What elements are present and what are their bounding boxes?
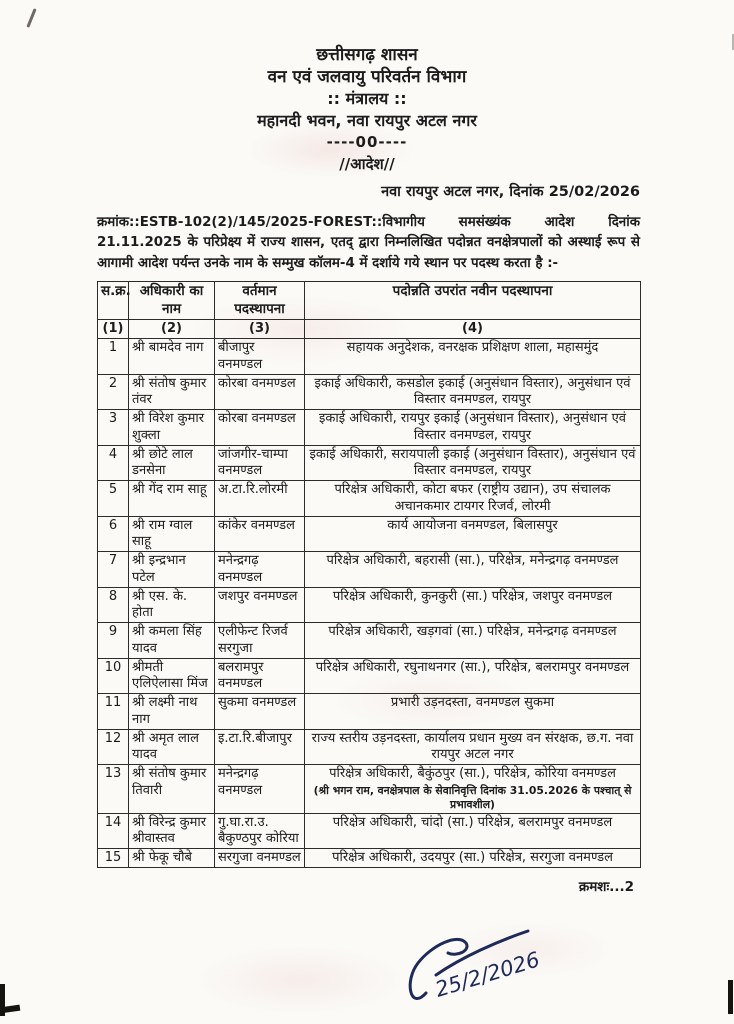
table-row bbox=[98, 552, 641, 588]
reference-number: क्रमांक::ESTB-102(2)/145/2025-FOREST:: bbox=[97, 215, 383, 230]
table-row bbox=[98, 516, 641, 552]
officer-name-cell: श्री इन्द्रभान पटेल bbox=[129, 552, 215, 588]
officer-name-cell: श्री राम ग्वाल साहू bbox=[129, 516, 215, 552]
serial-number-cell: 10 bbox=[98, 658, 129, 694]
header-officer-name: अधिकारी का नाम bbox=[129, 282, 215, 320]
current-posting-cell: गु.घा.रा.उ. बैकुण्ठपुर कोरिया bbox=[215, 813, 305, 849]
serial-number-cell: 7 bbox=[98, 552, 129, 588]
table-row bbox=[98, 374, 641, 410]
new-posting-cell: परिक्षेत्र अधिकारी, बैकुंठपुर (सा.), परिक्षेत्र, कोरिया वनमण्डल (श्री भगन राम, वनक्षेत्रपाल के सेवानिवृत्ति दिनांक 31.05.2026 के पश्चात् से प्रभावशील) bbox=[305, 765, 641, 813]
header-new-posting: पदोन्नति उपरांत नवीन पदस्थापना bbox=[305, 282, 641, 320]
posting-note: (श्री भगन राम, वनक्षेत्रपाल के सेवानिवृत्ति दिनांक 31.05.2026 के पश्चात् से प्रभावशील) bbox=[313, 783, 632, 811]
table-row bbox=[98, 445, 641, 481]
col-num-1: (1) bbox=[98, 320, 129, 339]
serial-number-cell: 8 bbox=[98, 587, 129, 623]
separator-line: ----00---- bbox=[326, 133, 408, 151]
officer-name-cell: श्री अमृत लाल यादव bbox=[129, 729, 215, 765]
table-row bbox=[98, 694, 641, 730]
new-posting-cell: राज्य स्तरीय उड़नदस्ता, कार्यालय प्रधान मुख्य वन संरक्षक, छ.ग. नवा रायपुर अटल नगर bbox=[305, 729, 641, 765]
transfer-table bbox=[97, 281, 641, 868]
serial-number-cell: 5 bbox=[98, 481, 129, 517]
current-posting-cell: इ.टा.रि.बीजापुर bbox=[215, 729, 305, 765]
table-row bbox=[98, 729, 641, 765]
current-posting-cell: एलीफेन्ट रिजर्व सरगुजा bbox=[215, 623, 305, 659]
new-posting-cell: प्रभारी उड़नदस्ता, वनमण्डल सुकमा bbox=[305, 694, 641, 730]
order-paragraph bbox=[97, 213, 640, 274]
current-posting-cell: मनेन्द्रगढ़ वनमण्डल bbox=[215, 765, 305, 813]
col-num-2: (2) bbox=[129, 320, 215, 339]
new-posting-cell: सहायक अनुदेशक, वनरक्षक प्रशिक्षण शाला, महासमुंद bbox=[305, 339, 641, 375]
document-header bbox=[0, 44, 734, 175]
table-row bbox=[98, 339, 641, 375]
new-posting-cell: इकाई अधिकारी, सरायपाली इकाई (अनुसंधान विस्तार), अनुसंधान एवं विस्तार वनमण्डल, रायपुर bbox=[305, 445, 641, 481]
continuation-marker: क्रमशः...2 bbox=[578, 879, 634, 895]
officer-name-cell: श्री विरेन्द्र कुमार श्रीवास्तव bbox=[129, 813, 215, 849]
serial-number-cell: 3 bbox=[98, 410, 129, 446]
table-row bbox=[98, 658, 641, 694]
serial-number-cell: 14 bbox=[98, 813, 129, 849]
new-posting-cell: इकाई अधिकारी, कसडोल इकाई (अनुसंधान विस्तार), अनुसंधान एवं विस्तार वनमण्डल, रायपुर bbox=[305, 374, 641, 410]
current-posting-cell: सुकमा वनमण्डल bbox=[215, 694, 305, 730]
new-posting-cell: कार्य आयोजना वनमण्डल, बिलासपुर bbox=[305, 516, 641, 552]
officer-name-cell: श्रीमती एलिऐलासा मिंज bbox=[129, 658, 215, 694]
place-date-line: नवा रायपुर अटल नगर, दिनांक 25/02/2026 bbox=[381, 184, 640, 200]
ministry-line: :: मंत्रालय :: bbox=[327, 89, 407, 108]
current-posting-cell: कांकेर वनमण्डल bbox=[215, 516, 305, 552]
header-serial: स.क्र. bbox=[98, 282, 129, 320]
officer-name-cell: श्री संतोष कुमार तंवर bbox=[129, 374, 215, 410]
officer-name-cell: श्री एस. के. होता bbox=[129, 587, 215, 623]
signature-block bbox=[400, 905, 600, 1020]
transfer-table-body bbox=[98, 339, 641, 868]
table-row bbox=[98, 587, 641, 623]
serial-number-cell: 4 bbox=[98, 445, 129, 481]
officer-name-cell: श्री लक्ष्मी नाथ नाग bbox=[129, 694, 215, 730]
table-row bbox=[98, 765, 641, 813]
officer-name-cell: श्री कमला सिंह यादव bbox=[129, 623, 215, 659]
officer-name-cell: श्री छोटे लाल डनसेना bbox=[129, 445, 215, 481]
serial-number-cell: 12 bbox=[98, 729, 129, 765]
serial-number-cell: 2 bbox=[98, 374, 129, 410]
new-posting-cell: परिक्षेत्र अधिकारी, चांदो (सा.) परिक्षेत्र, बलरामपुर वनमण्डल bbox=[305, 813, 641, 849]
scan-corner-artifact bbox=[0, 1005, 20, 1014]
serial-number-cell: 6 bbox=[98, 516, 129, 552]
officer-name-cell: श्री गेंद राम साहू bbox=[129, 481, 215, 517]
new-posting-cell: परिक्षेत्र अधिकारी, खड़गवां (सा.) परिक्षेत्र, मनेन्द्रगढ़ वनमण्डल bbox=[305, 623, 641, 659]
current-posting-cell: कोरबा वनमण्डल bbox=[215, 374, 305, 410]
header-current-posting: वर्तमान पदस्थापना bbox=[215, 282, 305, 320]
current-posting-cell: जशपुर वनमण्डल bbox=[215, 587, 305, 623]
officer-name-cell: श्री बामदेव नाग bbox=[129, 339, 215, 375]
officer-name-cell: श्री विरेश कुमार शुक्ला bbox=[129, 410, 215, 446]
order-body-text: विभागीय समसंख्यंक आदेश दिनांक 21.11.2025 के परिप्रेक्ष्य में राज्य शासन, एतद् द्वारा निम्नलिखित पदोन्नत वनक्षेत्रपालों को अस्थाई रूप से आगामी आदेश पर्यन्त उनके नाम के सम्मुख कॉलम-4 में दर्शाये गये स्थान पर पदस्थ करता है :- bbox=[97, 215, 640, 271]
department-title: वन एवं जलवायु परिवर्तन विभाग bbox=[267, 67, 467, 87]
col-num-3: (3) bbox=[215, 320, 305, 339]
officer-name-cell: श्री संतोष कुमार तिवारी bbox=[129, 765, 215, 813]
serial-number-cell: 11 bbox=[98, 694, 129, 730]
table-row bbox=[98, 481, 641, 517]
table-header-row bbox=[98, 282, 641, 320]
current-posting-cell: सरगुजा वनमण्डल bbox=[215, 849, 305, 868]
table-row bbox=[98, 623, 641, 659]
new-posting-cell: परिक्षेत्र अधिकारी, उदयपुर (सा.) परिक्षेत्र, सरगुजा वनमण्डल bbox=[305, 849, 641, 868]
col-num-4: (4) bbox=[305, 320, 641, 339]
pen-stroke-artifact bbox=[26, 8, 36, 28]
serial-number-cell: 13 bbox=[98, 765, 129, 813]
serial-number-cell: 15 bbox=[98, 849, 129, 868]
new-posting-cell: परिक्षेत्र अधिकारी, रघुनाथनगर (सा.), परिक्षेत्र, बलरामपुर वनमण्डल bbox=[305, 658, 641, 694]
column-number-row bbox=[98, 320, 641, 339]
serial-number-cell: 1 bbox=[98, 339, 129, 375]
handwritten-signature bbox=[400, 905, 600, 1020]
current-posting-cell: जांजगीर-चाम्पा वनमण्डल bbox=[215, 445, 305, 481]
officer-name-cell: श्री फेकू चौबे bbox=[129, 849, 215, 868]
government-title: छत्तीसगढ़ शासन bbox=[316, 45, 418, 65]
new-posting-cell: परिक्षेत्र अधिकारी, कुनकुरी (सा.) परिक्षेत्र, जशपुर वनमण्डल bbox=[305, 587, 641, 623]
table-row bbox=[98, 813, 641, 849]
building-line: महानदी भवन, नवा रायपुर अटल नगर bbox=[257, 111, 477, 130]
new-posting-cell: इकाई अधिकारी, रायपुर इकाई (अनुसंधान विस्तार), अनुसंधान एवं विस्तार वनमण्डल, रायपुर bbox=[305, 410, 641, 446]
current-posting-cell: कोरबा वनमण्डल bbox=[215, 410, 305, 446]
scan-corner-artifact bbox=[728, 980, 733, 1014]
new-posting-cell: परिक्षेत्र अधिकारी, कोटा बफर (राष्ट्रीय उद्यान), उप संचालक अचानकमार टायगर रिजर्व, लोरमी bbox=[305, 481, 641, 517]
table-row bbox=[98, 849, 641, 868]
current-posting-cell: अ.टा.रि.लोरमी bbox=[215, 481, 305, 517]
table-row bbox=[98, 410, 641, 446]
current-posting-cell: बीजापुर वनमण्डल bbox=[215, 339, 305, 375]
serial-number-cell: 9 bbox=[98, 623, 129, 659]
order-label: //आदेश// bbox=[339, 155, 395, 173]
signature-date-text: 25/2/2026 bbox=[432, 947, 543, 1002]
new-posting-cell: परिक्षेत्र अधिकारी, बहरासी (सा.), परिक्षेत्र, मनेन्द्रगढ़ वनमण्डल bbox=[305, 552, 641, 588]
current-posting-cell: बलरामपुर वनमण्डल bbox=[215, 658, 305, 694]
current-posting-cell: मनेन्द्रगढ़ वनमण्डल bbox=[215, 552, 305, 588]
